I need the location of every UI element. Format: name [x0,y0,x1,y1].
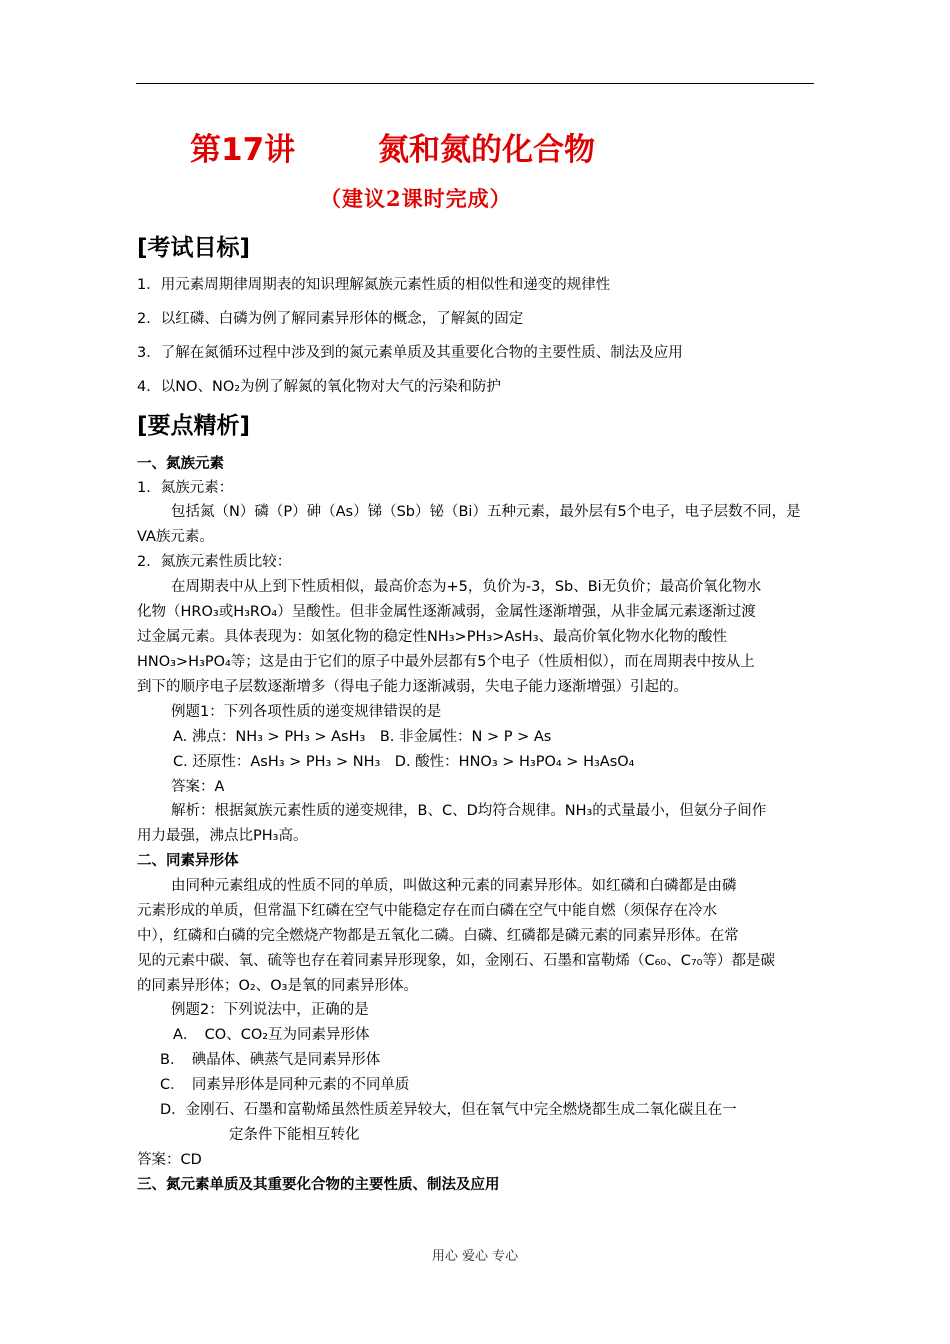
example-2-option-a: A． CO、CO₂互为同素异形体 [173,1027,370,1043]
page-footer: 用心 爱心 专心 [431,1249,519,1264]
sec2-line-b: 元素形成的单质，但常温下红磷在空气中能稳定存在而白磷在空气中能自燃（须保存在冷水 [137,903,717,919]
example-2-option-d-line1: D．金刚石、石墨和富勒烯虽然性质差异较大，但在氧气中完全燃烧都生成二氧化碳且在一 [160,1102,737,1118]
sec2-line-c: 中），红磷和白磷的完全燃烧产物都是五氧化二磷。白磷、红磷都是磷元素的同素异形体。在常 [137,928,739,944]
example-2-option-d-line2: 定条件下能相互转化 [229,1127,360,1143]
example-2-question: 例题2：下列说法中，正确的是 [171,1002,369,1018]
sec1-p2-line-e: 到下的顺序电子层数逐渐增多（得电子能力逐渐减弱，失电子能力逐渐增强）引起的。 [137,679,688,695]
example-2-option-c: C． 同素异形体是同种元素的不同单质 [160,1077,410,1093]
lecture-name: 氮和氮的化合物 [378,132,595,168]
example-1-options-ab: A. 沸点：NH₃ > PH₃ > AsH₃ B. 非金属性：N > P > As [173,729,552,745]
example-1-answer: 答案：A [171,779,225,795]
sec1-p2-label: 2．氮族元素性质比较： [137,554,292,570]
sec2-line-e: 的同素异形体；O₂、O₃是氧的同素异形体。 [137,978,418,994]
key-points-heading: [要点精析] [137,413,251,439]
section-2-title: 二、同素异形体 [137,853,239,869]
sec1-p1-line-b: VA族元素。 [137,529,214,545]
goal-item-4: 4．以NO、NO₂为例了解氮的氧化物对大气的污染和防护 [137,379,502,395]
page-subtitle: （建议2课时完成） [320,186,512,211]
header-rule [136,83,814,84]
example-1-options-cd: C. 还原性：AsH₃ > PH₃ > NH₃ D. 酸性：HNO₃ > H₃PO₄ > H₃AsO₄ [173,754,635,770]
lecture-number: 第17讲 [190,132,296,168]
sec2-line-a: 由同种元素组成的性质不同的单质，叫做这种元素的同素异形体。如红磷和白磷都是由磷 [171,878,737,894]
sec1-p1-line-a: 包括氮（N）磷（P）砷（As）锑（Sb）铋（Bi）五种元素，最外层有5个电子，电子层数不同，是 [171,504,801,520]
example-1-explanation-a: 解析：根据氮族元素性质的递变规律，B、C、D均符合规律。NH₃的式量最小，但氨分子间作 [171,803,767,819]
goal-item-2: 2．以红磷、白磷为例了解同素异形体的概念，了解氮的固定 [137,311,524,327]
sec1-p2-line-b: 化物（HRO₃或H₃RO₄）呈酸性。但非金属性逐渐减弱，金属性逐渐增强，从非金属元素逐渐过渡 [137,604,756,620]
sec1-p2-line-a: 在周期表中从上到下性质相似，最高价态为+5，负价为-3，Sb、Bi无负价；最高价氧化物水 [171,579,762,595]
exam-goals-heading: [考试目标] [137,235,251,261]
goal-item-1: 1．用元素周期律周期表的知识理解氮族元素性质的相似性和递变的规律性 [137,277,611,293]
section-3-title: 三、氮元素单质及其重要化合物的主要性质、制法及应用 [137,1177,500,1193]
section-1-title: 一、氮族元素 [137,456,224,472]
sec1-p2-line-d: HNO₃>H₃PO₄等；这是由于它们的原子中最外层都有5个电子（性质相似），而在周期表中按从上 [137,654,755,670]
goal-item-3: 3．了解在氮循环过程中涉及到的氮元素单质及其重要化合物的主要性质、制法及应用 [137,345,683,361]
example-2-option-b: B． 碘晶体、碘蒸气是同素异形体 [160,1052,381,1068]
example-2-answer: 答案：CD [137,1152,202,1168]
example-1-explanation-b: 用力最强，沸点比PH₃高。 [137,828,308,844]
sec1-p2-line-c: 过金属元素。具体表现为：如氢化物的稳定性NH₃>PH₃>AsH₃、最高价氧化物水化物的酸性 [137,629,728,645]
sec2-line-d: 见的元素中碳、氧、硫等也存在着同素异形现象，如，金刚石、石墨和富勒烯（C₆₀、C₇₀等）都是碳 [137,953,775,969]
sec1-p1-label: 1．氮族元素： [137,480,234,496]
example-1-question: 例题1：下列各项性质的递变规律错误的是 [171,704,442,720]
